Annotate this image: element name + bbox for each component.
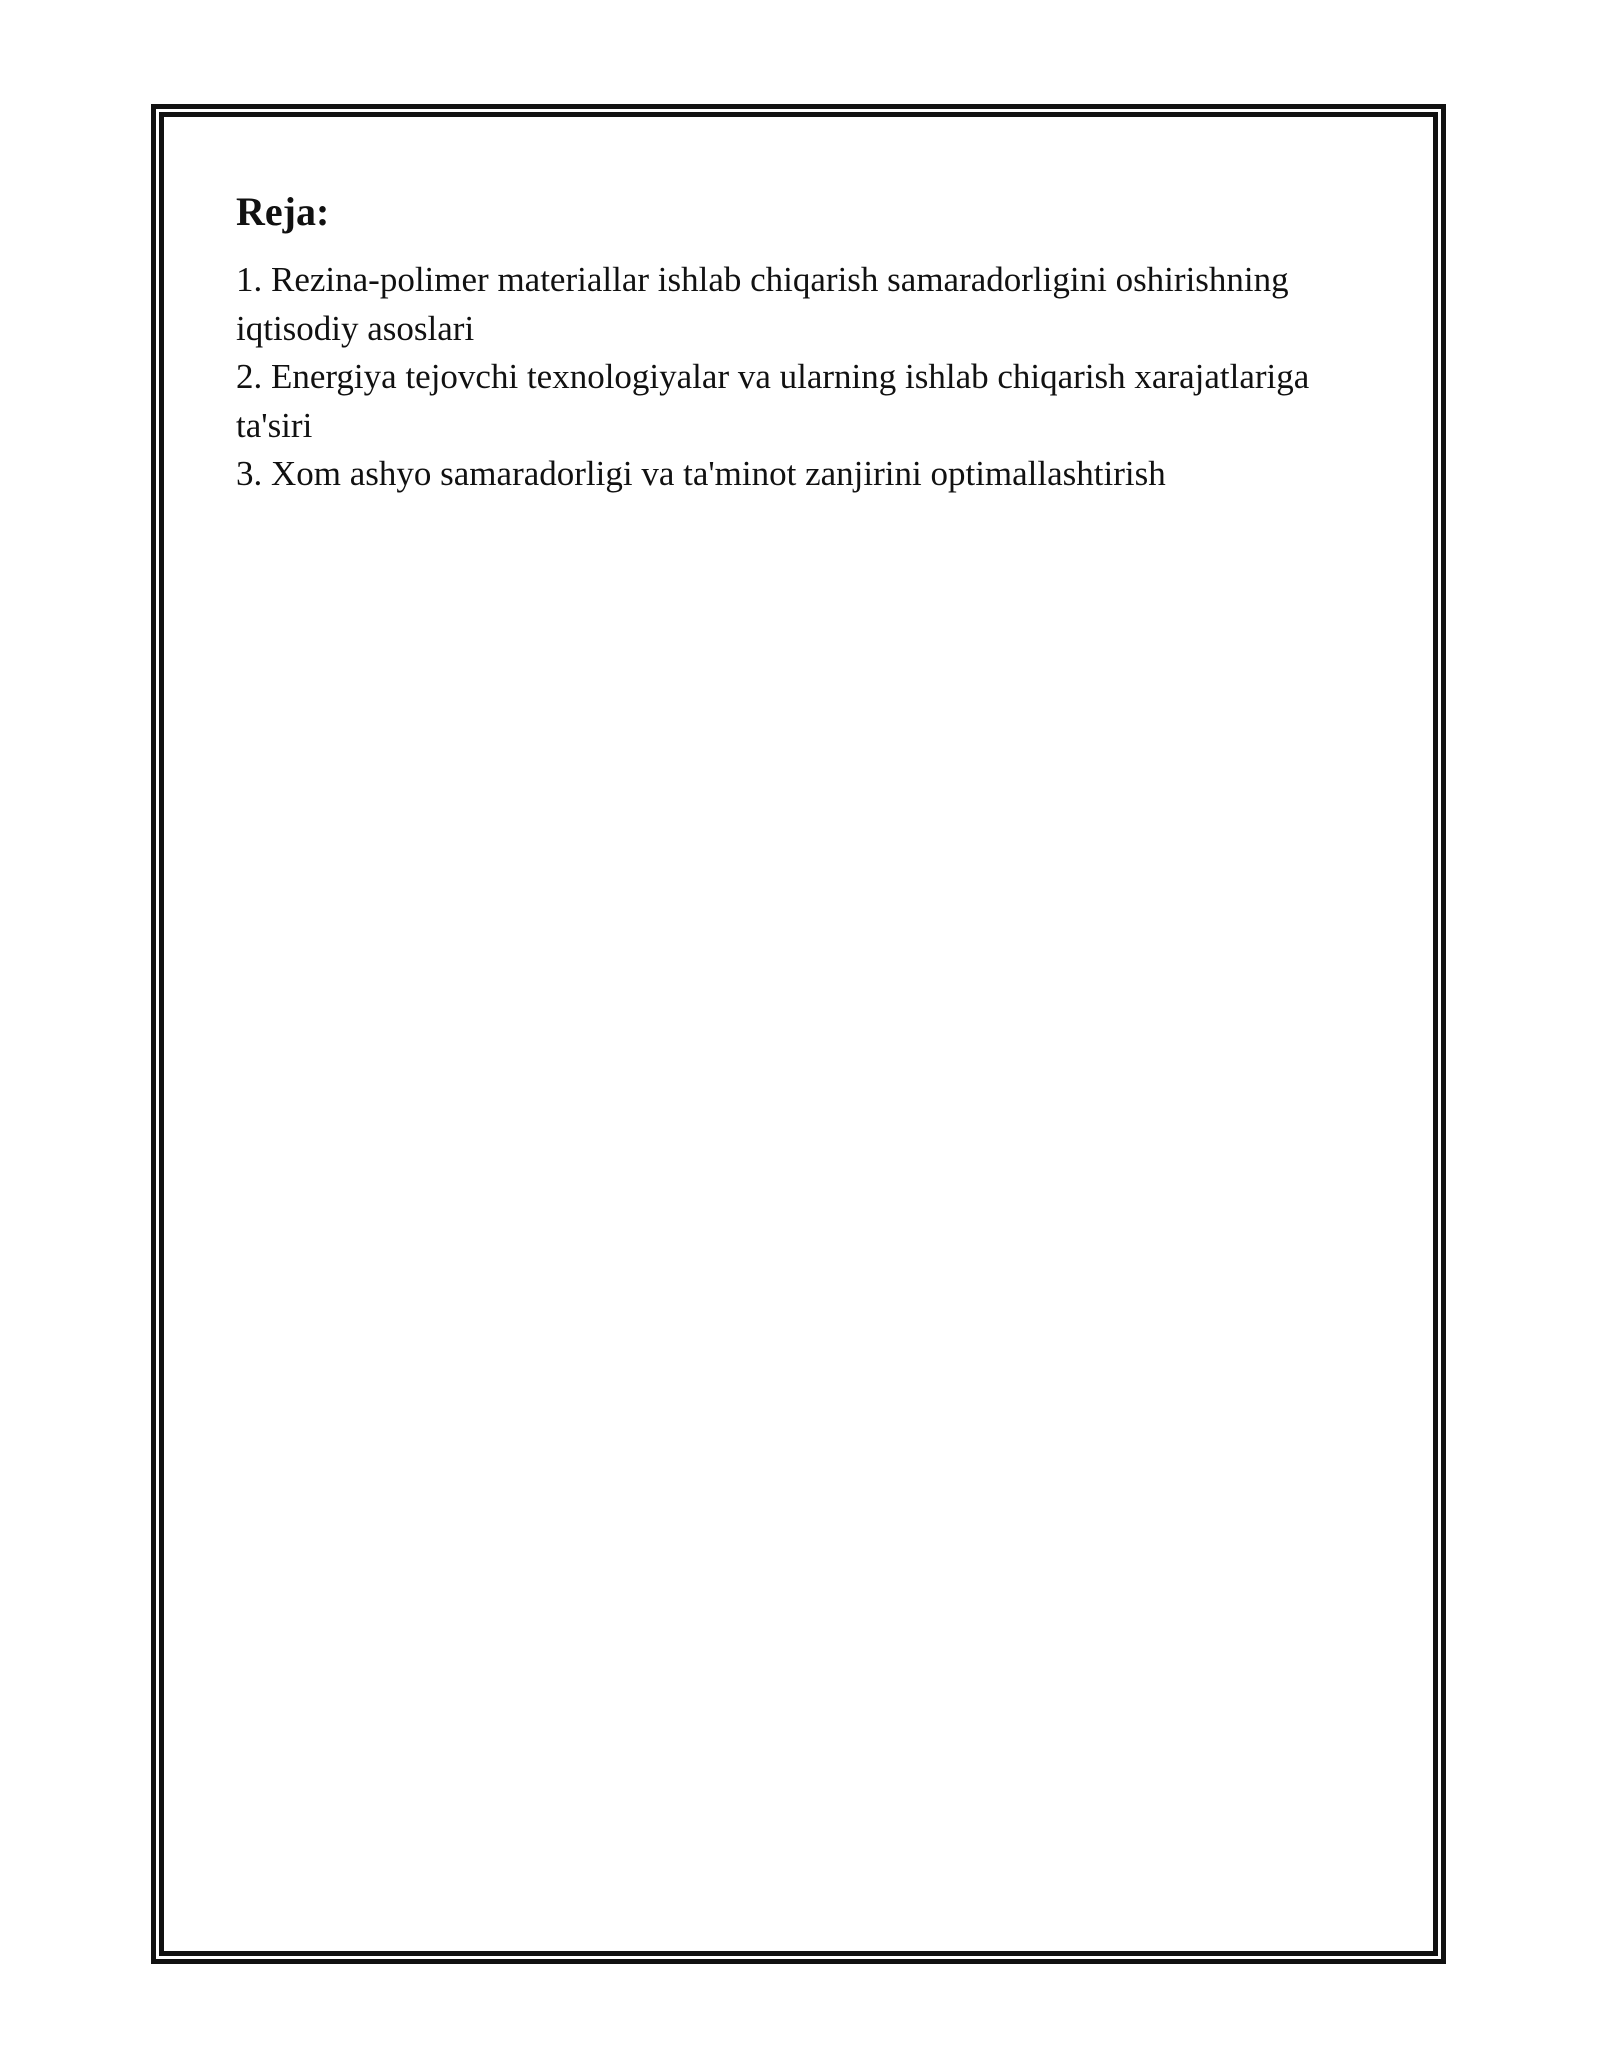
plan-item-2: 2. Energiya tejovchi texnologiyalar va ularning ishlab chiqarish xarajatlariga ta'siri xyxy=(236,357,1310,445)
plan-item-1: 1. Rezina-polimer materiallar ishlab chiqarish samaradorligini oshirishning iqtisodiy asoslari xyxy=(236,260,1289,348)
page-content xyxy=(236,186,1386,499)
plan-heading: Reja: xyxy=(236,189,330,234)
plan-list xyxy=(236,256,1386,499)
plan-item-3: 3. Xom ashyo samaradorligi va ta'minot zanjirini optimallashtirish xyxy=(236,454,1166,493)
